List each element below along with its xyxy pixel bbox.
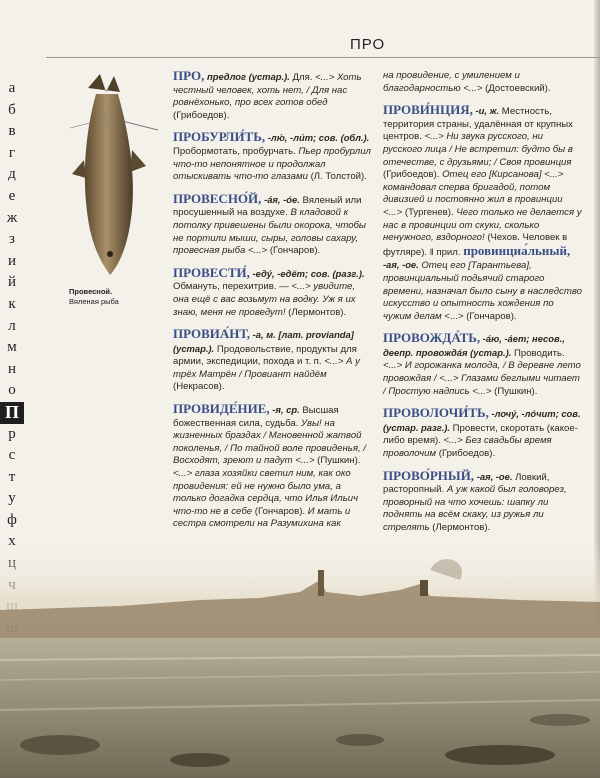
- entry-definition: Высшая божественная сила, судьба.: [173, 405, 339, 429]
- entry-source: <...> (Гончаров).: [441, 310, 517, 322]
- entry-grammar: -еду́, -едёт; сов. (разг.).: [252, 267, 365, 279]
- entry-example: <...> И горожанка молода, / В деревне лето провождая / <...> Глазами беглыми читает / Простую надпись <...>: [383, 360, 581, 397]
- entry-source: (Достоевский).: [482, 82, 551, 94]
- alphabet-letter: с: [8, 447, 16, 464]
- alphabet-letter: б: [8, 101, 16, 118]
- entry-example: <...> глаза хозяйки светил ним, как око провидения: ей не нужно было ума, а только догадка сердца, что Илья Ильич что-то не в себе: [173, 468, 359, 517]
- alphabet-letter: у: [8, 490, 16, 507]
- alphabet-letter: к: [8, 295, 16, 312]
- alphabet-letter: м: [7, 339, 17, 356]
- entry-definition: Обмануть, перехитрив. —: [173, 281, 292, 293]
- entry-subheadword: провинциа́льный,: [463, 242, 571, 258]
- entry-example: <...> Ни звука русского, ни русского лица / Не встретил: будто бы в отечестве, с друзьями; / Своя провинция: [383, 131, 573, 168]
- page-header-title: ПРО: [350, 36, 386, 53]
- entry-definition: Провести, скоротать (какое-либо время).: [383, 422, 578, 447]
- entry-example: <...> увидите, она ещё с вас возьмут на водку. Уж я их знаю, меня не проведут!: [173, 281, 356, 318]
- entry-source: (Лермонтов).: [285, 306, 347, 318]
- entry-example: Пьер пробурлил что-то непонятное и продолжал отыскивать что-то глазами: [173, 145, 371, 183]
- alphabet-letter: и: [7, 252, 17, 269]
- alphabet-letter: г: [8, 144, 16, 161]
- entry-example: <...> Без свадьбы время проволочим: [383, 435, 552, 460]
- entry-definition: Для.: [292, 72, 316, 83]
- entry-example: Чего только не делается у нас в провинции от скуки, сколько ненужного, вздорного!: [383, 206, 582, 244]
- entry-source: (Грибоедов).: [383, 169, 443, 181]
- entry-headword: ПРО,: [173, 68, 205, 83]
- header-rule: [46, 57, 600, 58]
- entry-example: на провидение, с умилением и благодарностью <...>: [383, 70, 520, 94]
- entry-example: И мать и сестра смотрели на Разумихина как: [173, 505, 351, 530]
- alphabet-letter: о: [8, 382, 16, 399]
- entry-grammar: -я, ср.: [272, 404, 300, 416]
- entry-headword: ПРОБУРЛИ́ТЬ,: [173, 129, 266, 145]
- entry-example: А уж какой был головорез, проворный на что хочешь: шапку ли поднять на всём скаку, из ружья ли стрелять: [383, 484, 567, 533]
- dictionary-entry: [383, 407, 583, 460]
- entry-grammar: -а, м. [лат. provianda] (устар.).: [173, 329, 354, 354]
- caption-title: Провесной.: [69, 287, 113, 296]
- entry-example: Увы! на жизненных браздах / Мгновенной жатвой поколенья, / По тайной воле провиденья, / Восходят, зреют и падут <...>: [173, 417, 366, 467]
- entry-headword: ПРОВИ́НЦИЯ,: [383, 102, 473, 118]
- alphabet-letter: л: [8, 317, 16, 334]
- alphabet-letter: П: [0, 402, 24, 424]
- entry-definition: Продовольствие, продукты для армии, экспедиции, похода и т. п.: [173, 343, 357, 368]
- entry-definition: Пробормотать, пробурчать.: [173, 145, 299, 157]
- entry-example: Отец его [Кирсанова] <...> командовал сперва бригадой, потом дивизией и постоянно жил в провинции <...>: [383, 169, 564, 218]
- dictionary-entry: [383, 104, 583, 323]
- dictionary-entry: [173, 70, 371, 122]
- entry-source: (Л. Толстой).: [307, 171, 367, 183]
- alphabet-letter: ф: [7, 511, 17, 528]
- alphabet-letter: р: [8, 425, 16, 442]
- alphabet-letter: з: [9, 231, 15, 248]
- entry-grammar: -а́ю, -а́ет; несов., деепр. провожда́я (устар.).: [383, 333, 565, 358]
- entry-headword: ПРОВЕСТИ́,: [173, 264, 250, 280]
- entry-grammar: -лочу́, -ло́чит; сов. (устар. разг.).: [383, 408, 581, 433]
- entry-definition: Ловкий, расторопный.: [383, 471, 550, 496]
- dictionary-entry: [383, 467, 583, 535]
- dictionary-entry: [173, 264, 371, 319]
- alphabet-letter: й: [7, 274, 17, 291]
- entry-example: <...> А у трёх Матрён / Провиант найдём: [173, 356, 360, 380]
- entry-grammar: -а́я, -о́е.: [264, 193, 300, 205]
- alphabet-letter: е: [8, 187, 16, 204]
- dictionary-entry: [383, 332, 583, 398]
- entry-headword: ПРОВО́РНЫЙ,: [383, 467, 475, 483]
- entry-example: Отец его [Тарантьева], провинциальный подьячий старого времени, назначал было сыну в наследство искусство и опытность хождения по чужим делам: [383, 260, 582, 322]
- entry-headword: ПРОВЕСНО́Й,: [173, 190, 262, 206]
- dictionary-entry: [173, 190, 371, 258]
- entry-grammar: -и, ж.: [475, 105, 500, 117]
- entry-headword: ПРОВОЖДА́ТЬ,: [383, 330, 481, 346]
- dried-fish-illustration: [60, 70, 160, 280]
- entry-example: В кладовой к потолку привешены были окорока, чтобы не портили мыши, сыры, головы сахару, провесная рыба <...>: [173, 207, 366, 257]
- entry-source: (Лермонтов).: [429, 522, 491, 533]
- entry-source: (Грибоедов).: [173, 109, 230, 121]
- entry-source: (Гончаров).: [252, 505, 308, 517]
- illustration-caption: [69, 287, 119, 307]
- entry-source: (Гончаров).: [267, 245, 321, 257]
- dictionary-entry: [173, 328, 371, 394]
- entry-source: (Пушкин).: [491, 385, 538, 397]
- dictionary-column-1: [173, 70, 371, 540]
- entry-definition: Вяленый или просушенный на воздухе.: [173, 194, 362, 219]
- entry-source: (Чехов. Человек в футляре). ‖ прил.: [383, 232, 568, 258]
- caption-text: Вяленая рыба: [69, 297, 119, 306]
- dictionary-entry: [383, 70, 583, 95]
- entry-source: (Пушкин).: [314, 455, 361, 467]
- entry-definition: Местность, территория страны, удалённая от крупных центров.: [383, 106, 573, 143]
- dictionary-entry: [173, 403, 371, 531]
- entry-example: <...> Хоть честный человек, хоть нет, / Для нас ровнёхонько, про всех готов обед: [173, 72, 362, 109]
- dictionary-column-2: [383, 70, 583, 544]
- alphabet-letter: т: [8, 468, 16, 485]
- entry-grammar: -лю́, -ли́т; сов. (обл.).: [267, 132, 370, 144]
- entry-headword: ПРОВИДЕ́НИЕ,: [173, 401, 270, 417]
- entry-source: (Некрасов).: [173, 381, 225, 393]
- alphabet-letter: д: [8, 166, 16, 183]
- entry-grammar: предлог (устар.).: [207, 71, 290, 82]
- entry-headword: ПРОВИА́НТ,: [173, 326, 250, 342]
- entry-definition: Проводить.: [513, 347, 565, 359]
- fish-image: [60, 70, 160, 280]
- entry-grammar: -ая, -ое.: [383, 259, 422, 271]
- entry-grammar: -ая, -ое.: [476, 470, 513, 482]
- alphabet-letter: в: [8, 123, 16, 140]
- river-landscape-painting: [0, 540, 600, 778]
- entry-source: (Тургенев).: [402, 206, 457, 218]
- alphabet-letter: н: [7, 360, 17, 377]
- dictionary-entry: [173, 131, 371, 183]
- entry-headword: ПРОВОЛОЧИ́ТЬ,: [383, 405, 489, 421]
- alphabet-letter: а: [8, 80, 16, 96]
- entry-source: (Грибоедов).: [436, 448, 496, 460]
- alphabet-letter: ж: [6, 209, 18, 226]
